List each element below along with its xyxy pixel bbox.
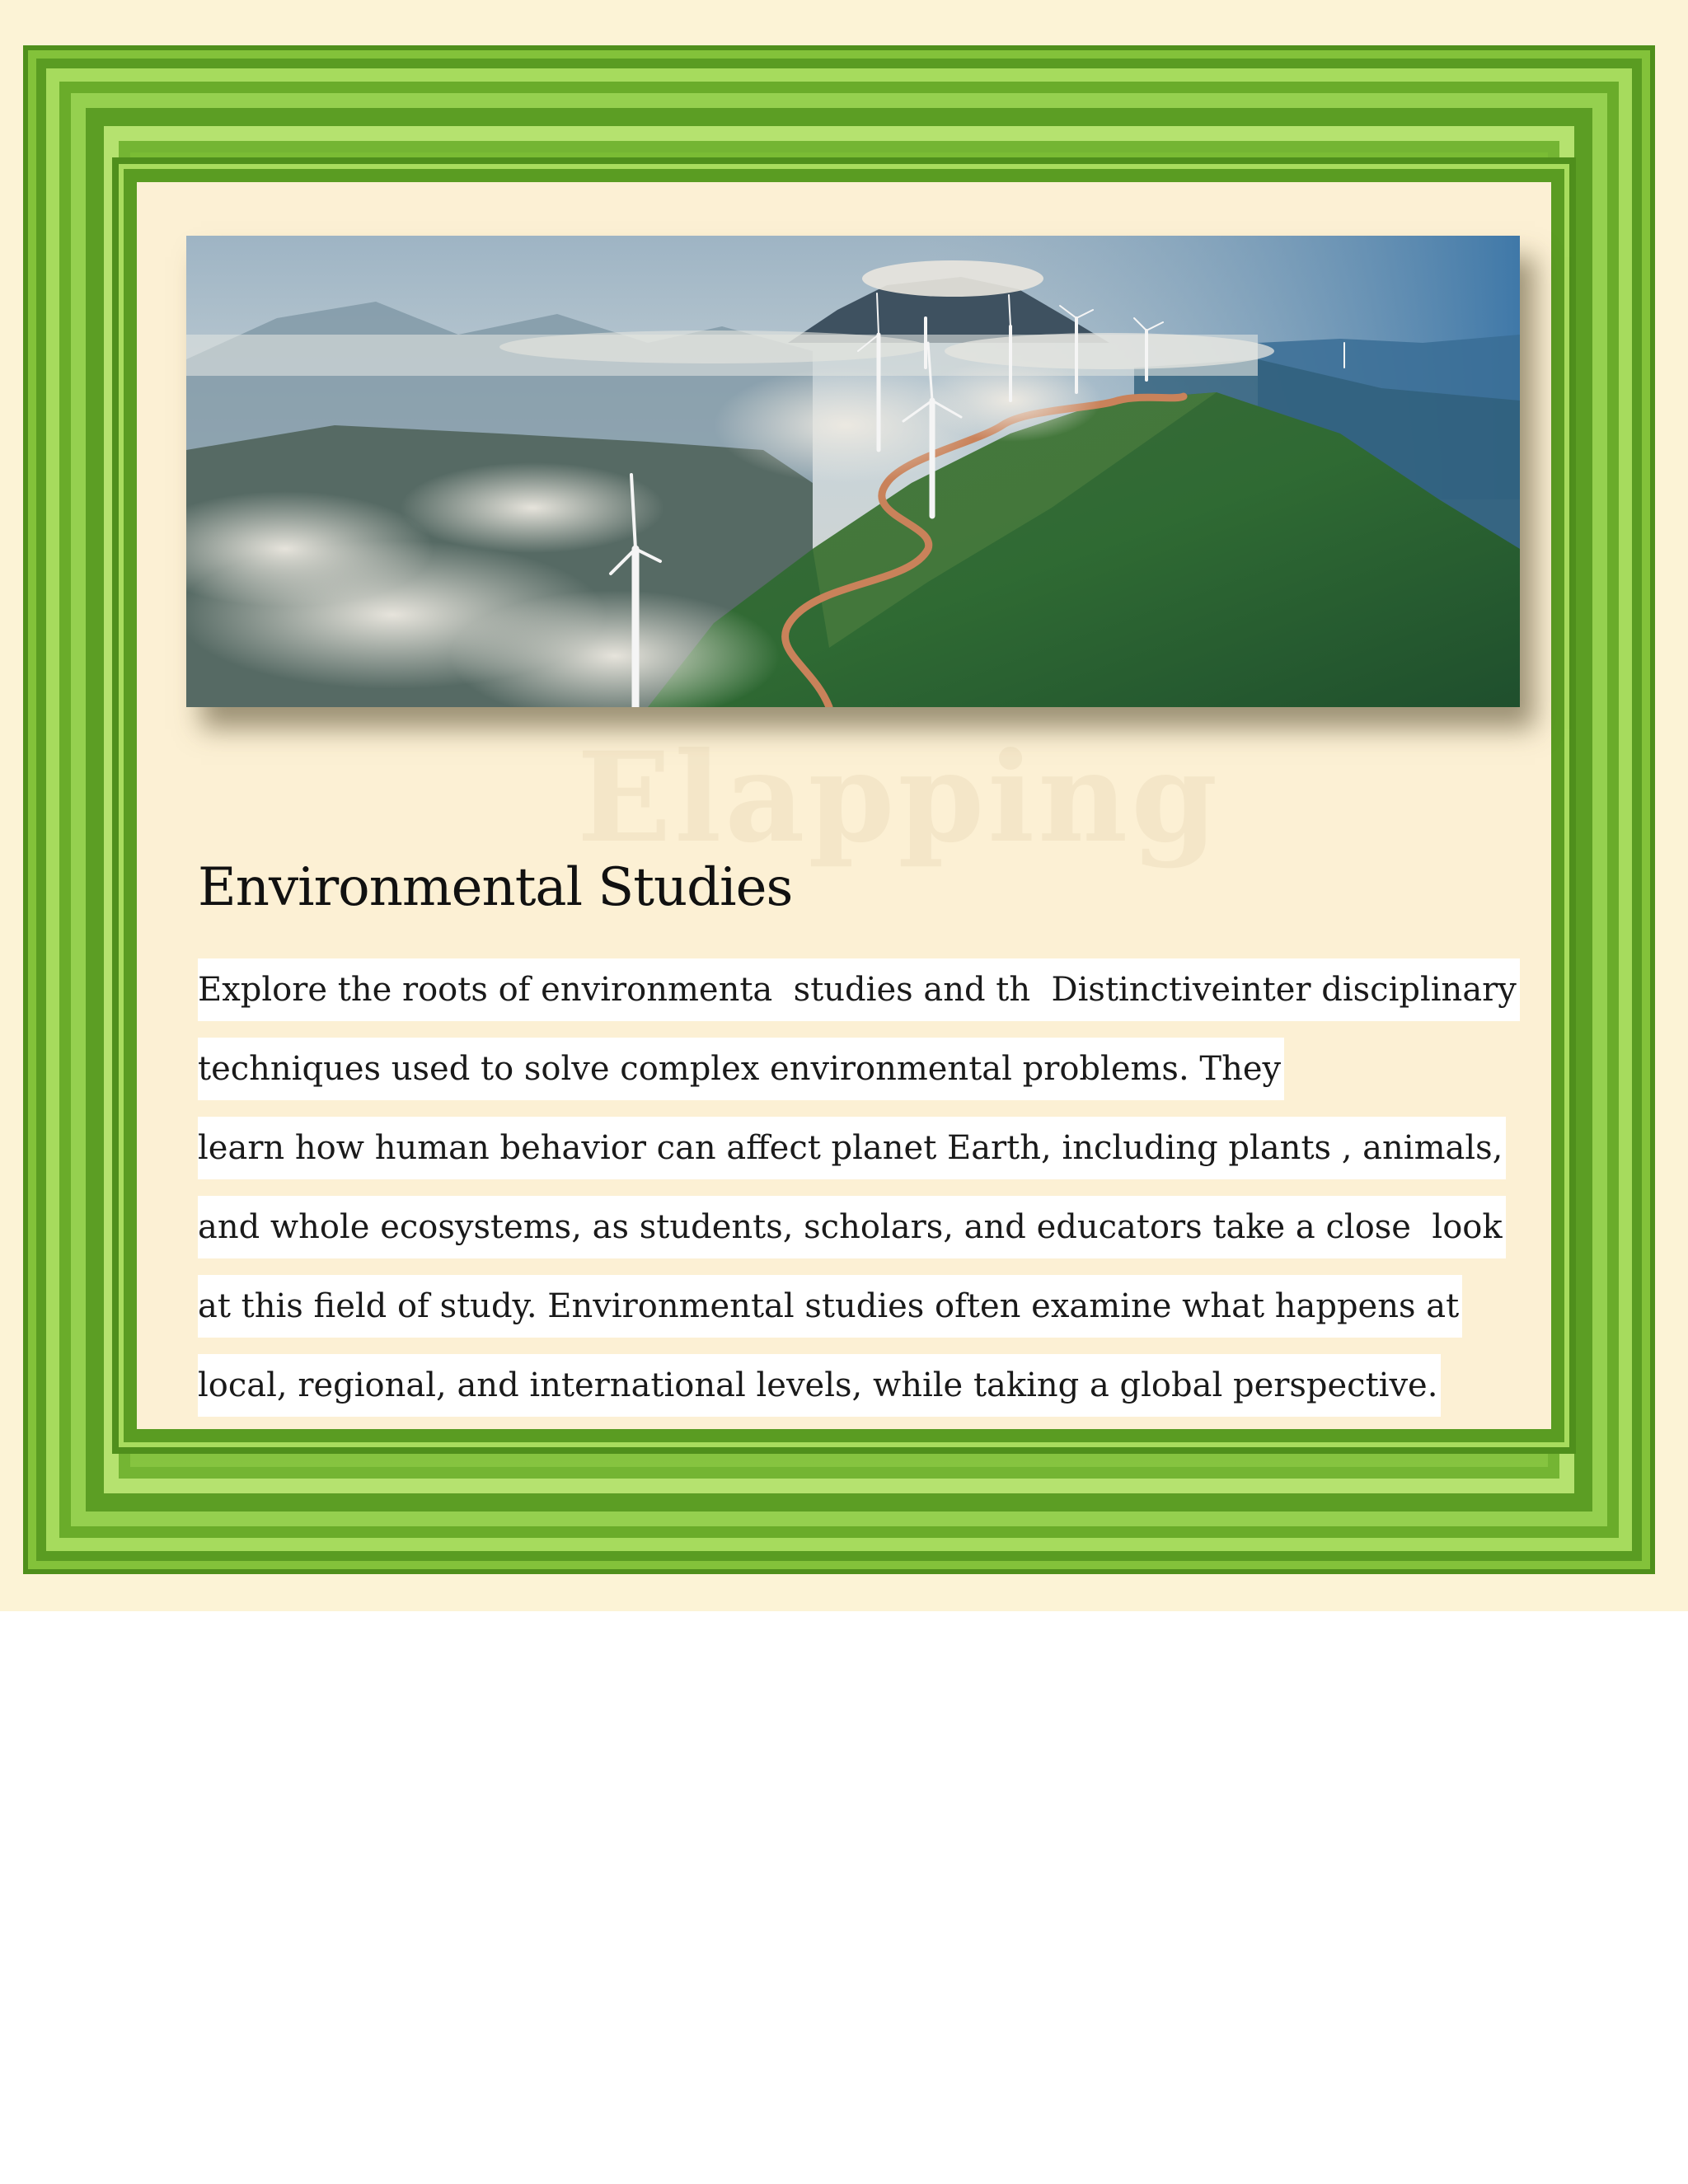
paragraph-line-3: learn how human behavior can affect planet Earth, including plants , animals, — [198, 1117, 1506, 1179]
paragraph-line-2: techniques used to solve complex environmental problems. They — [198, 1038, 1284, 1100]
paragraph-line-6: local, regional, and international levels, while taking a global perspective. — [198, 1354, 1441, 1417]
paragraph-line-4: and whole ecosystems, as students, scholars, and educators take a close look — [198, 1196, 1506, 1258]
paragraph-line-1: Explore the roots of environmenta studies and th Distinctiveinter disciplinary — [198, 958, 1520, 1021]
document-heading: Environmental Studies — [198, 857, 793, 918]
paragraph-line-5: at this field of study. Environmental studies often examine what happens at — [198, 1275, 1462, 1338]
hero-image-wind-turbines-mountain — [186, 236, 1520, 707]
watermark-text: Elapping — [577, 725, 1221, 870]
